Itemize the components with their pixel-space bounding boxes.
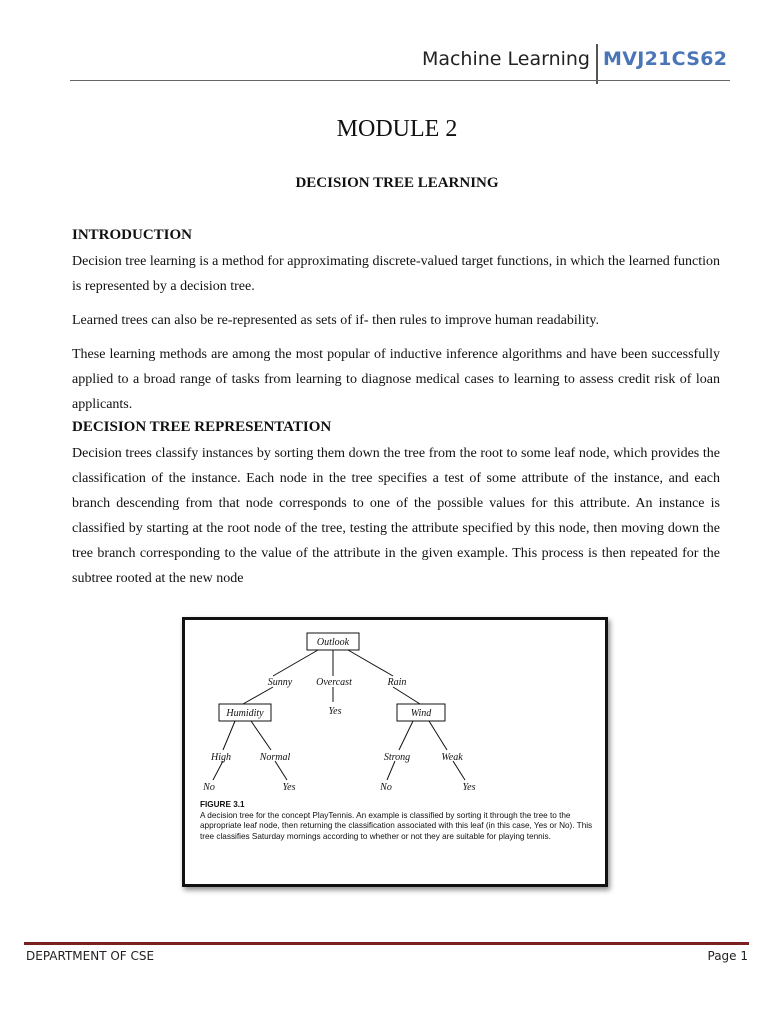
- intro-paragraph-3: These learning methods are among the most popular of inductive inference algorithms and have been successfully applied to a broad range of tasks from learning to diagnose medical cases to learning to assess credit risk of loan applicants.: [72, 347, 720, 412]
- node-wind: Wind: [410, 708, 432, 719]
- figure-caption: [200, 800, 595, 842]
- section-title: DECISION TREE LEARNING: [295, 175, 499, 191]
- header-course-code: MVJ21CS62: [603, 48, 728, 70]
- edge-wind-strong: [399, 721, 413, 750]
- branch-weak: Weak: [441, 752, 463, 763]
- branch-high: High: [211, 752, 231, 763]
- node-humidity: Humidity: [226, 708, 264, 719]
- header-separator: [596, 44, 598, 84]
- edge-outlook-rain: [348, 650, 393, 676]
- leaf-normal-yes: Yes: [282, 782, 296, 793]
- edge-humidity-high: [223, 721, 235, 750]
- edge-humidity-normal: [251, 721, 271, 750]
- figure-caption-text: A decision tree for the concept PlayTennis. An example is classified by sorting it through the tree to the appropriate leaf node, then returning the classification associated with this leaf (in this case, Yes or No). This tree classifies Saturday mornings according to whether or not they are suitable for playing tennis.: [200, 810, 593, 841]
- edge-rain-wind: [393, 687, 420, 704]
- leaf-overcast-yes: Yes: [328, 706, 342, 717]
- module-title: MODULE 2: [336, 116, 458, 142]
- branch-normal: Normal: [259, 752, 291, 763]
- edge-wind-weak: [429, 721, 447, 750]
- intro-paragraph-1: Decision tree learning is a method for approximating discrete-valued target functions, in which the learned function is represented by a decision tree.: [72, 254, 720, 294]
- edge-sunny-humidity: [243, 687, 273, 704]
- figure-caption-title: FIGURE 3.1: [200, 800, 245, 809]
- branch-sunny: Sunny: [267, 677, 293, 688]
- edge-normal-yes: [275, 761, 287, 780]
- footer-rule: [24, 942, 749, 945]
- decision-tree-figure: [182, 617, 608, 887]
- branch-strong: Strong: [383, 752, 411, 763]
- edge-strong-no: [387, 761, 395, 780]
- leaf-high-no: No: [203, 782, 215, 793]
- edge-weak-yes: [453, 761, 465, 780]
- intro-paragraph-2: Learned trees can also be re-represented as sets of if- then rules to improve human readability.: [72, 313, 599, 328]
- branch-rain: Rain: [387, 677, 407, 688]
- header-rule: [70, 80, 730, 81]
- decision-tree-diagram: [185, 620, 605, 800]
- edge-outlook-sunny: [273, 650, 318, 676]
- footer-page-number: Page 1: [707, 949, 748, 963]
- intro-heading: INTRODUCTION: [72, 227, 193, 243]
- representation-heading: DECISION TREE REPRESENTATION: [72, 419, 332, 435]
- edge-high-no: [213, 761, 223, 780]
- node-outlook: Outlook: [316, 637, 350, 648]
- leaf-weak-yes: Yes: [462, 782, 476, 793]
- leaf-strong-no: No: [380, 782, 392, 793]
- header-subject: Machine Learning: [421, 48, 590, 70]
- footer-department: DEPARTMENT OF CSE: [26, 949, 155, 963]
- branch-overcast: Overcast: [316, 677, 352, 688]
- representation-paragraph: Decision trees classify instances by sorting them down the tree from the root to some leaf node, which provides the classification of the instance. Each node in the tree specifies a test of some attribute of the instance, and each branch descending from that node corresponds to one of the possible values for this attribute. An instance is classified by starting at the root node of the tree, testing the attribute specified by this node, then moving down the tree branch corresponding to the value of the attribute in the given example. This process is then repeated for the subtree rooted at the new node: [72, 446, 720, 586]
